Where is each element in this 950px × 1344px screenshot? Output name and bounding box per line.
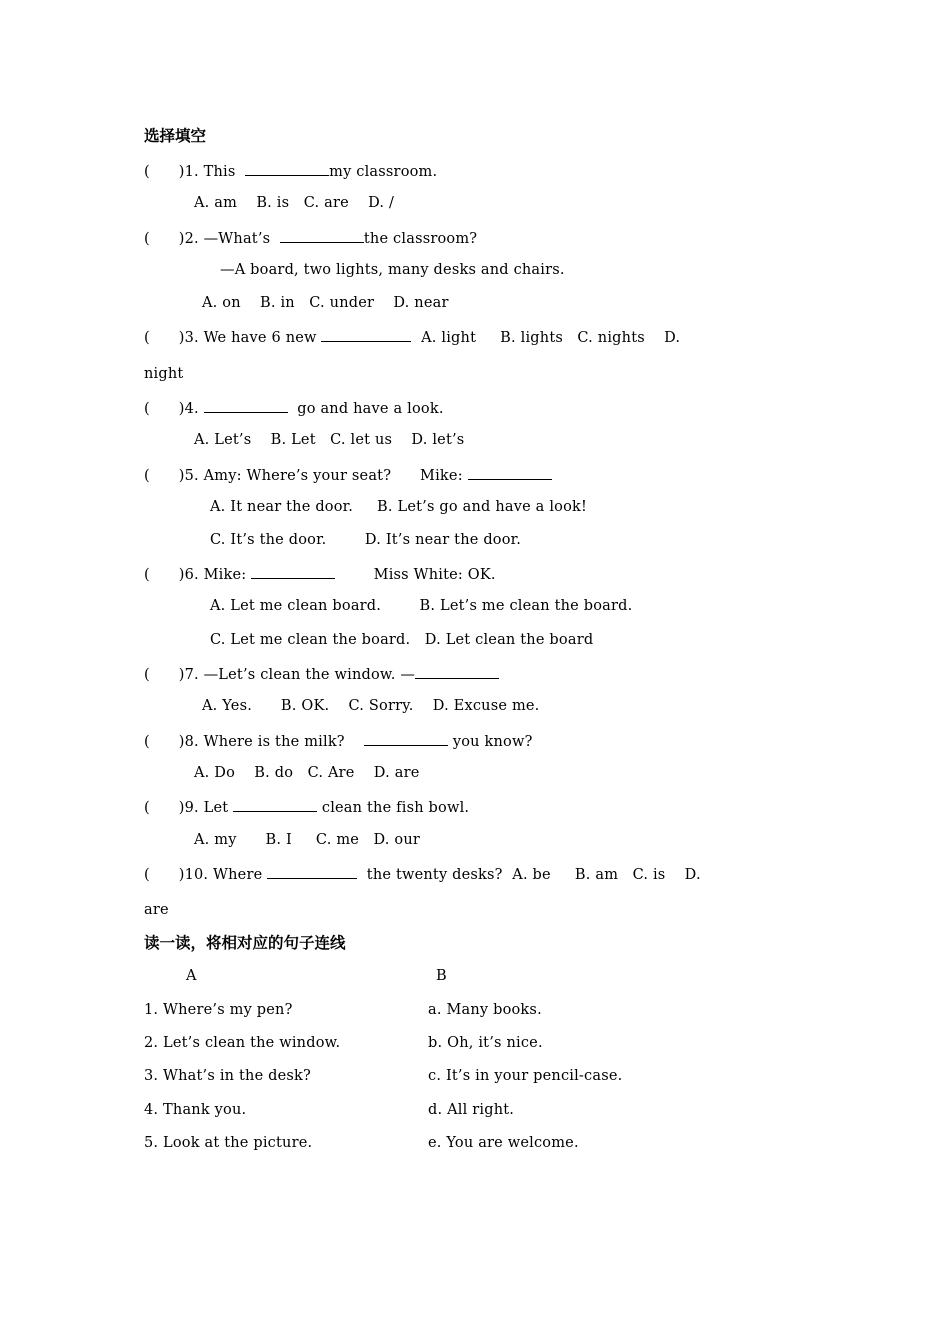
question-10	[144, 863, 701, 885]
match-b-item[interactable]: c. It’s in your pencil-case.	[428, 1068, 623, 1084]
question-3	[144, 326, 680, 348]
question-10-text-b: the twenty desks? A. be B. am C. is D.	[357, 867, 701, 883]
question-7	[144, 663, 499, 685]
question-6-options-2: C. Let me clean the board. D. Let clean the board	[210, 632, 594, 648]
question-3-text-b: A. light B. lights C. nights D.	[411, 330, 681, 346]
question-6	[144, 563, 496, 585]
question-8	[144, 730, 533, 752]
match-b-item[interactable]: b. Oh, it’s nice.	[428, 1035, 543, 1051]
match-a-item[interactable]: 4. Thank you.	[144, 1102, 247, 1118]
question-10-continuation: are	[144, 902, 169, 918]
answer-blank-1[interactable]	[245, 160, 329, 176]
answer-blank-7[interactable]	[415, 663, 499, 679]
match-a-item[interactable]: 3. What’s in the desk?	[144, 1068, 312, 1084]
match-b-item[interactable]: e. You are welcome.	[428, 1135, 579, 1151]
match-a-item[interactable]: 1. Where’s my pen?	[144, 1002, 293, 1018]
question-6-text-b: Miss White: OK.	[335, 567, 496, 583]
question-7-text-a: ( )7. —Let’s clean the window. —	[144, 667, 416, 683]
question-3-continuation: night	[144, 366, 184, 382]
answer-blank-10[interactable]	[267, 863, 357, 879]
question-6-options-1: A. Let me clean board. B. Let’s me clean the board.	[210, 598, 633, 614]
question-9-options: A. my B. I C. me D. our	[194, 832, 421, 848]
question-4	[144, 397, 444, 419]
question-2-text-a: ( )2. —What’s	[144, 231, 280, 247]
answer-blank-9[interactable]	[233, 796, 317, 812]
question-4-text-a: ( )4.	[144, 401, 204, 417]
question-5	[144, 464, 552, 486]
question-6-text-a: ( )6. Mike:	[144, 567, 252, 583]
question-5-options-1: A. It near the door. B. Let’s go and have a look!	[210, 499, 588, 515]
answer-blank-6[interactable]	[251, 563, 335, 579]
question-2-text-b: the classroom?	[363, 231, 478, 247]
question-1-text-a: ( )1. This	[144, 164, 246, 180]
section-heading-choice: 选择填空	[144, 127, 207, 145]
question-8-text-b: you know?	[448, 734, 533, 750]
column-a-header: A	[186, 968, 197, 984]
question-9	[144, 796, 469, 818]
question-8-options: A. Do B. do C. Are D. are	[194, 765, 420, 781]
question-9-text-a: ( )9. Let	[144, 800, 234, 816]
question-7-options: A. Yes. B. OK. C. Sorry. D. Excuse me.	[202, 698, 540, 714]
match-a-item[interactable]: 2. Let’s clean the window.	[144, 1035, 341, 1051]
column-b-header: B	[436, 968, 447, 984]
question-1	[144, 160, 437, 182]
answer-blank-2[interactable]	[280, 227, 364, 243]
match-a-item[interactable]: 5. Look at the picture.	[144, 1135, 313, 1151]
match-b-item[interactable]: a. Many books.	[428, 1002, 542, 1018]
question-1-options: A. am B. is C. are D. /	[194, 195, 395, 211]
question-10-text-a: ( )10. Where	[144, 867, 268, 883]
question-5-options-2: C. It’s the door. D. It’s near the door.	[210, 532, 522, 548]
answer-blank-8[interactable]	[364, 730, 448, 746]
question-2-options: A. on B. in C. under D. near	[202, 295, 449, 311]
question-4-text-b: go and have a look.	[287, 401, 444, 417]
question-1-text-b: my classroom.	[329, 164, 438, 180]
answer-blank-5[interactable]	[468, 464, 552, 480]
section-heading-matching: 读一读，将相对应的句子连线	[144, 934, 346, 952]
question-9-text-b: clean the fish bowl.	[317, 800, 470, 816]
question-3-text-a: ( )3. We have 6 new	[144, 330, 322, 346]
answer-blank-3[interactable]	[321, 326, 411, 342]
match-b-item[interactable]: d. All right.	[428, 1102, 515, 1118]
question-2-answer-line: —A board, two lights, many desks and chairs.	[220, 262, 565, 278]
question-4-options: A. Let’s B. Let C. let us D. let’s	[194, 432, 465, 448]
question-8-text-a: ( )8. Where is the milk?	[144, 734, 365, 750]
answer-blank-4[interactable]	[204, 397, 288, 413]
question-2	[144, 227, 477, 249]
question-5-text-a: ( )5. Amy: Where’s your seat? Mike:	[144, 468, 468, 484]
